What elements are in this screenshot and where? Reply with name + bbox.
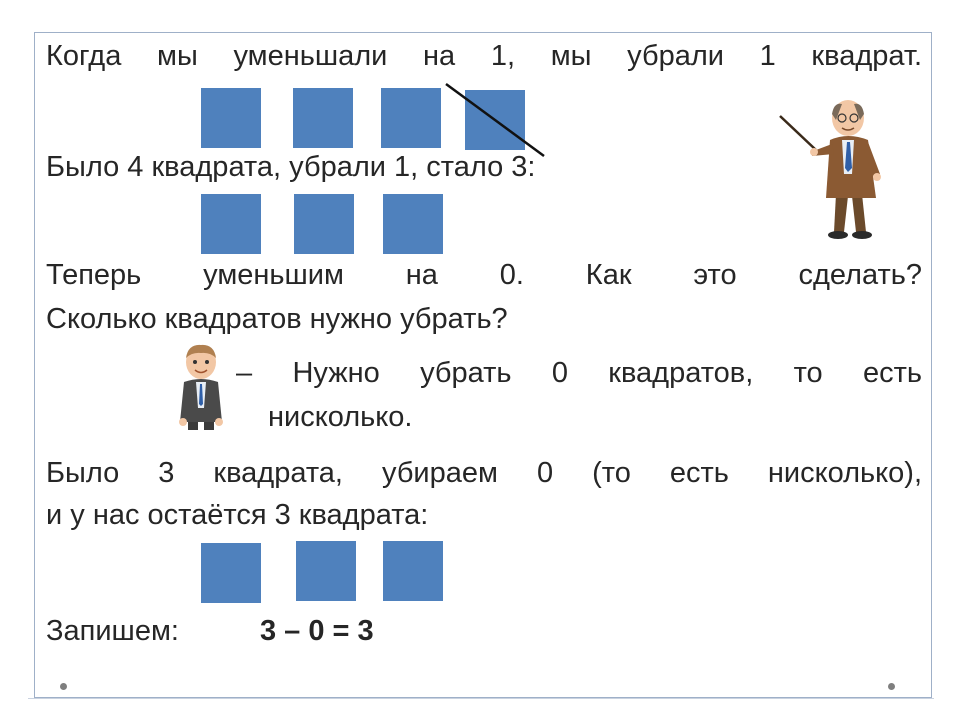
teacher-illustration (776, 94, 926, 244)
square (201, 194, 261, 254)
answer-line-1: – Нужно убрать 0 квадратов, то есть (236, 357, 922, 389)
equation: 3 – 0 = 3 (260, 615, 374, 647)
text-line-6: и у нас остаётся 3 квадрата: (46, 499, 429, 531)
square (201, 543, 261, 603)
square (294, 194, 354, 254)
text-line-1: Когда мы уменьшали на 1, мы убрали 1 квадрат. (46, 40, 922, 72)
text-line-2: Было 4 квадрата, убрали 1, стало 3: (46, 151, 536, 183)
write-label: Запишем: (46, 615, 179, 647)
boy-illustration (174, 342, 228, 432)
footer-line (28, 698, 934, 699)
text-line-3: Теперь уменьшим на 0. Как это сделать? (46, 259, 922, 291)
text-line-5: Было 3 квадрата, убираем 0 (то есть нисколько), (46, 457, 922, 489)
answer-line-2: нисколько. (268, 401, 413, 433)
footer-dot-right (888, 683, 895, 690)
footer-dot-left (60, 683, 67, 690)
text-line-4: Сколько квадратов нужно убрать? (46, 303, 508, 335)
square (383, 541, 443, 601)
square (383, 194, 443, 254)
square (296, 541, 356, 601)
